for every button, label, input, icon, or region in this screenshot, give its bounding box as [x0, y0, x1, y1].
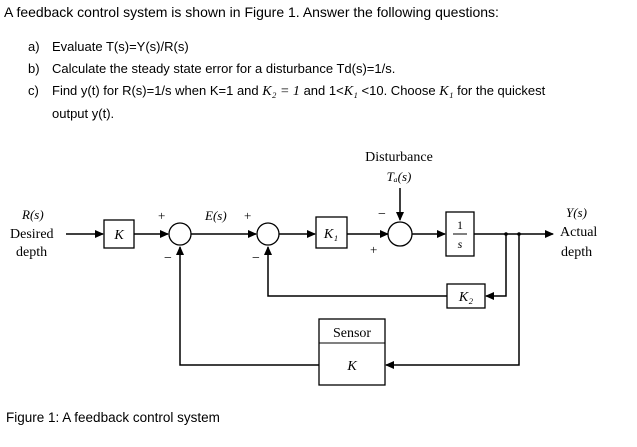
- question-text: Calculate the steady state error for a disturbance Td(s)=1/s.: [52, 61, 396, 76]
- gain-k-label: K: [114, 228, 124, 243]
- problem-intro: A feedback control system is shown in Figure 1. Answer the following questions:: [4, 4, 499, 20]
- branch-point: [517, 232, 521, 236]
- sensor-label: Sensor: [332, 326, 372, 341]
- question-text-part: and 1<: [303, 83, 344, 98]
- sign-plus: +: [244, 208, 252, 223]
- k1-symbol: K₁: [343, 84, 358, 99]
- summing-junction-1: [169, 223, 191, 245]
- branch-point: [504, 232, 508, 236]
- output-label-depth: depth: [561, 245, 593, 260]
- output-symbol: Y(s): [566, 205, 587, 220]
- summing-junction-3: [388, 222, 412, 246]
- sign-plus: +: [370, 242, 378, 257]
- sign-minus: −: [378, 207, 386, 222]
- disturbance-label: Disturbance: [365, 150, 433, 165]
- question-text: Evaluate T(s)=Y(s)/R(s): [52, 39, 189, 54]
- sign-minus: −: [164, 251, 172, 266]
- question-c-continuation: output y(t).: [52, 106, 115, 121]
- sign-minus: −: [252, 251, 260, 266]
- question-marker: b): [28, 61, 40, 76]
- integrator-denominator: s: [457, 237, 463, 251]
- question-marker: c): [28, 83, 39, 98]
- input-label-depth: depth: [16, 245, 48, 260]
- figure-caption: Figure 1: A feedback control system: [6, 410, 220, 425]
- sensor-gain-label: K: [347, 359, 357, 374]
- input-symbol: R(s): [22, 207, 44, 222]
- question-text-part: Find y(t) for R(s)=1/s when K=1 and: [52, 83, 259, 98]
- outer-feedback-return: [180, 247, 319, 365]
- gain-k2-label: K₂: [458, 290, 474, 305]
- question-marker: a): [28, 39, 40, 54]
- k1-symbol: K₁: [439, 84, 454, 99]
- output-label-actual: Actual: [560, 225, 598, 240]
- inner-feedback-return: [268, 247, 447, 296]
- inner-feedback-path: [486, 234, 506, 296]
- input-label-desired: Desired: [10, 227, 54, 242]
- question-text-part: <10. Choose: [361, 83, 436, 98]
- error-signal-label: E(s): [205, 208, 227, 223]
- disturbance-symbol: Tₐ(s): [386, 169, 412, 184]
- summing-junction-2: [257, 223, 279, 245]
- integrator-numerator: 1: [457, 218, 463, 232]
- gain-k1-label: K₁: [323, 227, 339, 242]
- question-text-part: for the quickest: [457, 83, 546, 98]
- k2-equation: K₂ = 1: [262, 84, 300, 99]
- sign-plus: +: [158, 208, 166, 223]
